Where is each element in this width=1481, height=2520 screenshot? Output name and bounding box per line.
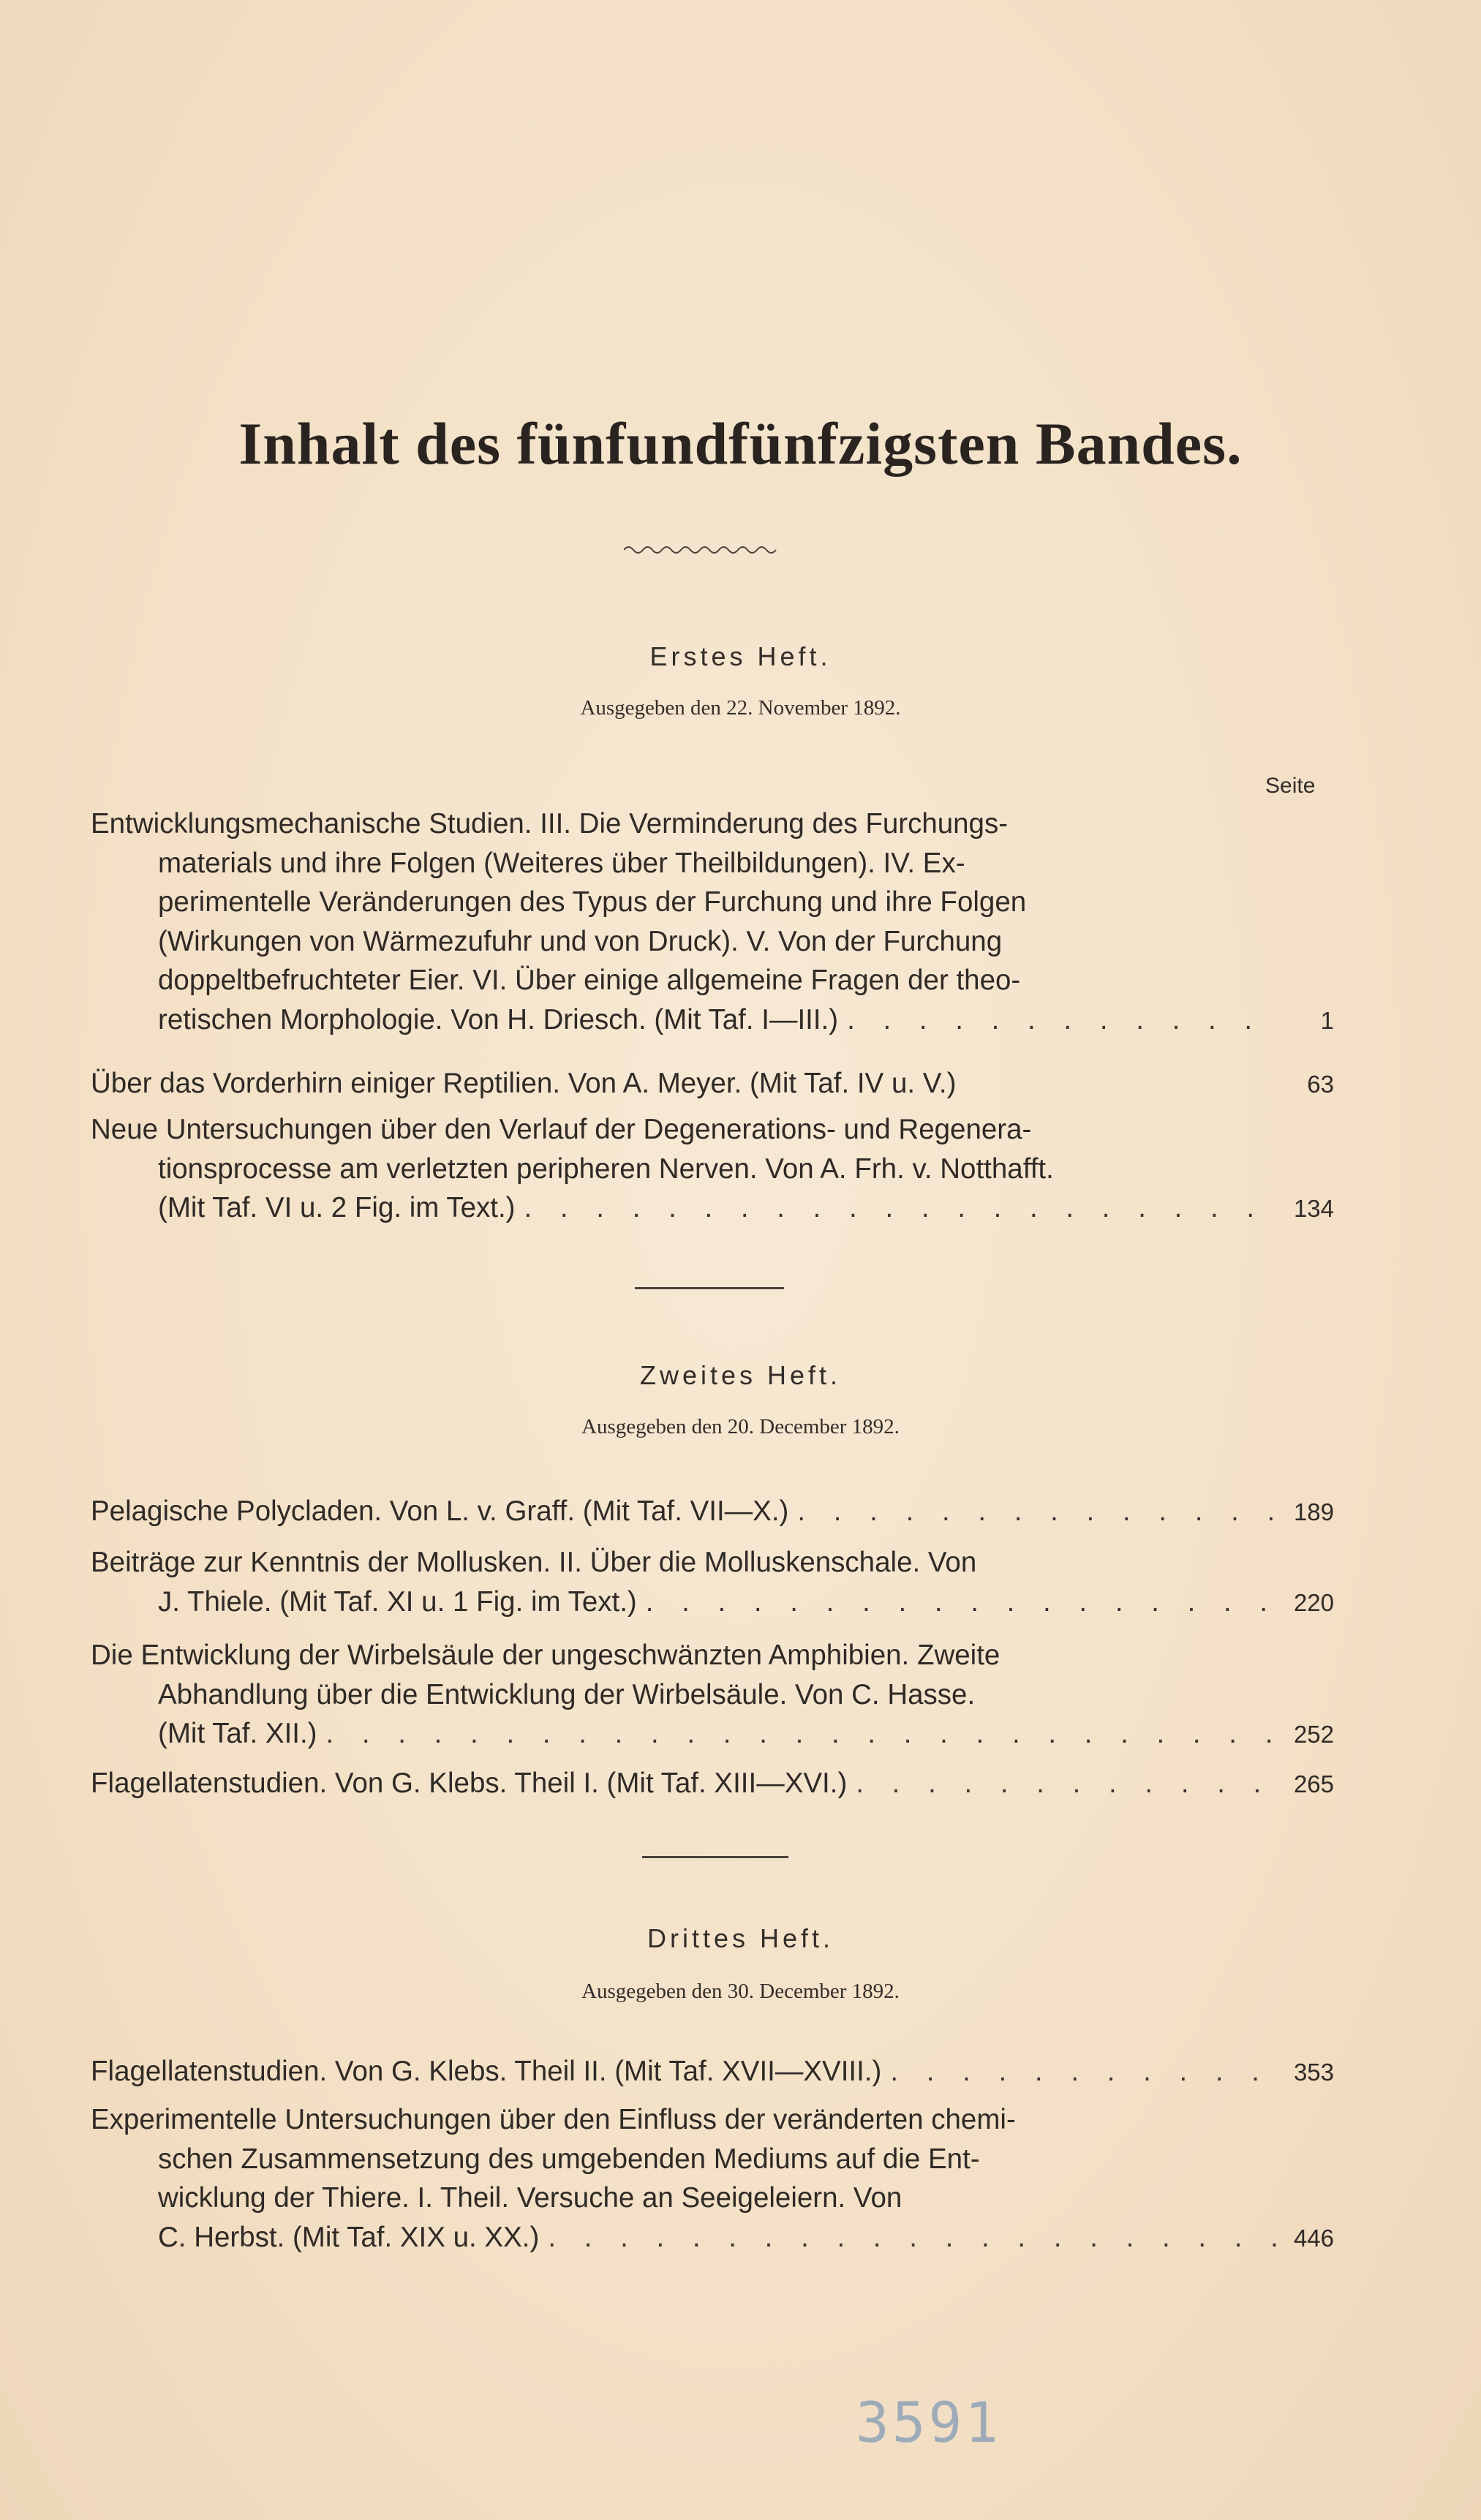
- entry-last-line: [91, 2218, 1334, 2257]
- entry-line: (Wirkungen von Wärmezufuhr und von Druck). V. Von der Furchung: [158, 925, 1003, 957]
- leader-dots: [548, 2218, 1280, 2257]
- page-number: 265: [1293, 1770, 1334, 1797]
- heft-2-title: Zweites Heft.: [639, 1360, 842, 1390]
- entry-line: wicklung der Thiere. I. Theil. Versuche an Seeigeleiern. Von: [158, 2182, 902, 2214]
- entry-line: Experimentelle Untersuchungen über den Einfluss der veränderten chemi-: [91, 2104, 1016, 2135]
- page-number: 134: [1293, 1195, 1334, 1222]
- leader-dots: [646, 1582, 1280, 1622]
- wavy-ornament: [624, 543, 777, 557]
- seite-label: Seite: [1265, 774, 1316, 798]
- entry-line: Entwicklungsmechanische Studien. III. Die Verminderung des Furchungs-: [91, 808, 1009, 840]
- section-divider: [635, 1287, 784, 1289]
- entry-text: Flagellatenstudien. Von G. Klebs. Theil II. (Mit Taf. XVII—XVIII.): [91, 2056, 882, 2087]
- section-divider: [642, 1856, 788, 1858]
- library-stamp-number: 3591: [856, 2390, 1002, 2455]
- entry-text: Flagellatenstudien. Von G. Klebs. Theil I. (Mit Taf. XIII—XVI.): [91, 1768, 848, 1799]
- heft-3-date: Ausgegeben den 30. December 1892.: [581, 1980, 900, 2003]
- heft-2-date: Ausgegeben den 20. December 1892.: [581, 1415, 900, 1438]
- entry-line: Neue Untersuchungen über den Verlauf der Degenerations- und Regenera-: [91, 1114, 1032, 1145]
- entry-line: Abhandlung über die Entwicklung der Wirbelsäule. Von C. Hasse.: [158, 1678, 976, 1710]
- toc-entry: [91, 1764, 1334, 1803]
- entry-last-line: [91, 1764, 1334, 1803]
- page-number: 63: [1307, 1071, 1334, 1098]
- entry-text: Pelagische Polycladen. Von L. v. Graff. (Mit Taf. VII—X.): [91, 1495, 789, 1527]
- heft-1-title: Erstes Heft.: [649, 641, 832, 671]
- entry-line: materials und ihre Folgen (Weiteres über Theilbildungen). IV. Ex-: [158, 847, 965, 879]
- entry-last-line: [91, 1582, 1334, 1622]
- entry-last-line: [91, 2052, 1334, 2091]
- entry-last-line: [91, 1714, 1334, 1754]
- entry-text: Über das Vorderhirn einiger Reptilien. Von A. Meyer. (Mit Taf. IV u. V.): [91, 1068, 957, 1099]
- entry-text: (Mit Taf. XII.): [158, 1718, 317, 1749]
- page-number: 1: [1320, 1006, 1334, 1034]
- entry-last-line: [91, 1064, 1334, 1104]
- entry-line: Beiträge zur Kenntnis der Mollusken. II. Über die Molluskenschale. Von: [91, 1547, 977, 1578]
- toc-entry: [91, 1110, 1334, 1228]
- entry-text: (Mit Taf. VI u. 2 Fig. im Text.): [158, 1192, 516, 1223]
- leader-dots: [856, 1764, 1280, 1803]
- heft-1-date: Ausgegeben den 22. November 1892.: [580, 696, 901, 720]
- leader-dots: [847, 1000, 1280, 1040]
- toc-entry: [91, 2052, 1334, 2091]
- entry-last-line: [91, 1188, 1334, 1228]
- toc-entry: [91, 804, 1334, 1039]
- entry-line: tionsprocesse am verletzten peripheren Nerven. Von A. Frh. v. Notthafft.: [158, 1153, 1054, 1185]
- toc-entry: [91, 1492, 1334, 1531]
- entry-last-line: [91, 1492, 1334, 1531]
- leader-dots: [797, 1492, 1280, 1531]
- page-number: 189: [1293, 1498, 1334, 1525]
- page-number: 252: [1293, 1721, 1334, 1748]
- entry-text: J. Thiele. (Mit Taf. XI u. 1 Fig. im Text.): [158, 1585, 637, 1618]
- heft-3-title: Drittes Heft.: [647, 1923, 834, 1953]
- entry-line: Die Entwicklung der Wirbelsäule der ungeschwänzten Amphibien. Zweite: [91, 1640, 1000, 1671]
- entry-line: perimentelle Veränderungen des Typus der Furchung und ihre Folgen: [158, 886, 1027, 918]
- entry-text: C. Herbst. (Mit Taf. XIX u. XX.): [158, 2221, 540, 2253]
- entry-line: schen Zusammensetzung des umgebenden Mediums auf die Ent-: [158, 2143, 980, 2175]
- entry-line: doppeltbefruchteter Eier. VI. Über einige allgemeine Fragen der theo-: [158, 965, 1021, 996]
- entry-text: retischen Morphologie. Von H. Driesch. (Mit Taf. I—III.): [158, 1003, 839, 1035]
- toc-entry: [91, 1636, 1334, 1754]
- toc-entry: [91, 2100, 1334, 2257]
- toc-entry: [91, 1064, 1334, 1104]
- leader-dots: [524, 1188, 1280, 1228]
- leader-dots: [890, 2052, 1280, 2091]
- page-number: 446: [1293, 2224, 1334, 2252]
- leader-dots: [325, 1714, 1280, 1754]
- page-title: Inhalt des fünfundfünfzigsten Bandes.: [238, 410, 1243, 477]
- page-number: 220: [1293, 1588, 1334, 1616]
- page-number: 353: [1293, 2059, 1334, 2086]
- entry-last-line: [91, 1000, 1334, 1040]
- toc-entry: [91, 1543, 1334, 1621]
